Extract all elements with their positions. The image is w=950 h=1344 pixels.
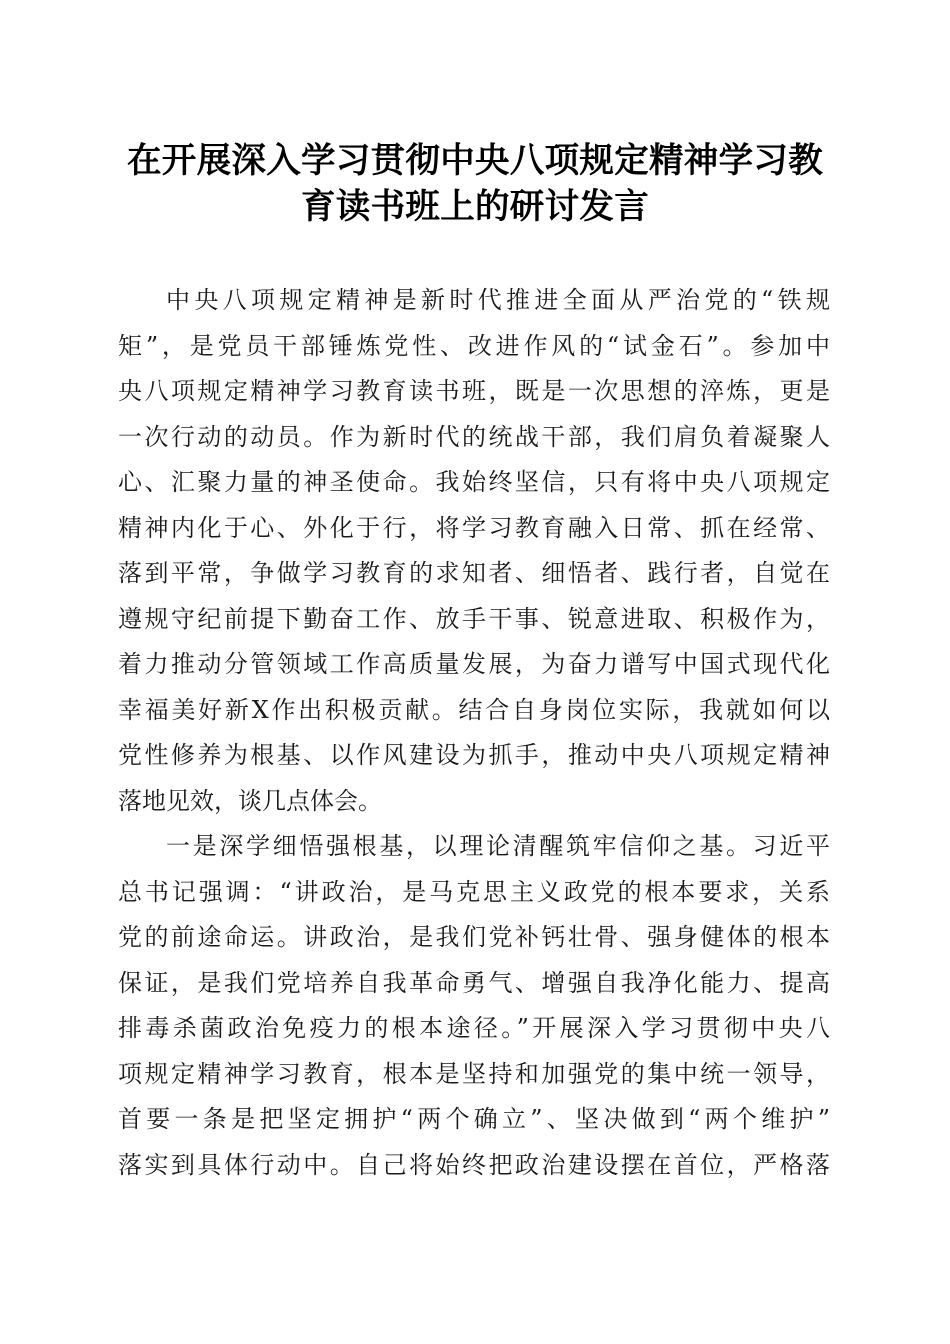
text-line: 落到平常，争做学习教育的求知者、细悟者、践行者，自觉在 <box>118 559 830 587</box>
text-line: 中央八项规定精神是新时代推进全面从严治党的“铁规 <box>166 286 830 314</box>
text-line: 总书记强调：“讲政治，是马克思主义政党的根本要求，关系 <box>118 877 830 906</box>
title-line-1: 在开展深入学习贯彻中央八项规定精神学习教 <box>127 141 823 181</box>
text-line: 落地见效，谈几点体会。 <box>118 786 382 815</box>
text-line: 一次行动的动员。作为新时代的统战干部，我们肩负着凝聚人 <box>118 422 830 451</box>
text-line: 首要一条是把坚定拥护“两个确立”、坚决做到“两个维护” <box>118 1105 830 1133</box>
text-line: 遵规守纪前提下勤奋工作、放手干事、锐意进取、积极作为， <box>118 604 830 633</box>
title-line-2: 育读书班上的研讨发言 <box>301 187 649 227</box>
text-line: 精神内化于心、外化于行，将学习教育融入日常、抓在经常、 <box>118 513 830 542</box>
text-line: 一是深学细悟强根基，以理论清醒筑牢信仰之基。习近平 <box>166 832 830 860</box>
text-line: 矩”，是党员干部锤炼党性、改进作风的“试金石”。参加中 <box>118 331 830 360</box>
document-title <box>100 138 850 230</box>
text-line: 落实到具体行动中。自己将始终把政治建设摆在首位，严格落 <box>118 1150 830 1179</box>
paragraph-point-one <box>118 824 830 1188</box>
text-line: 排毒杀菌政治免疫力的根本途径。”开展深入学习贯彻中央八 <box>118 1014 830 1042</box>
text-line: 党的前途命运。讲政治，是我们党补钙壮骨、强身健体的根本 <box>118 923 830 951</box>
text-line: 着力推动分管领域工作高质量发展，为奋力谱写中国式现代化 <box>118 650 830 678</box>
text-line: 幸福美好新X作出积极贡献。结合自身岗位实际，我就如何以 <box>118 695 830 724</box>
text-line: 保证，是我们党培养自我革命勇气、增强自我净化能力、提高 <box>118 968 830 997</box>
paragraph-intro <box>118 278 830 824</box>
text-line: 心、汇聚力量的神圣使命。我始终坚信，只有将中央八项规定 <box>118 468 830 496</box>
text-line: 央八项规定精神学习教育读书班，既是一次思想的淬炼，更是 <box>118 377 830 405</box>
text-line: 项规定精神学习教育，根本是坚持和加强党的集中统一领导， <box>118 1059 830 1088</box>
text-line: 党性修养为根基、以作风建设为抓手，推动中央八项规定精神 <box>118 741 830 769</box>
document-body <box>118 278 830 1188</box>
